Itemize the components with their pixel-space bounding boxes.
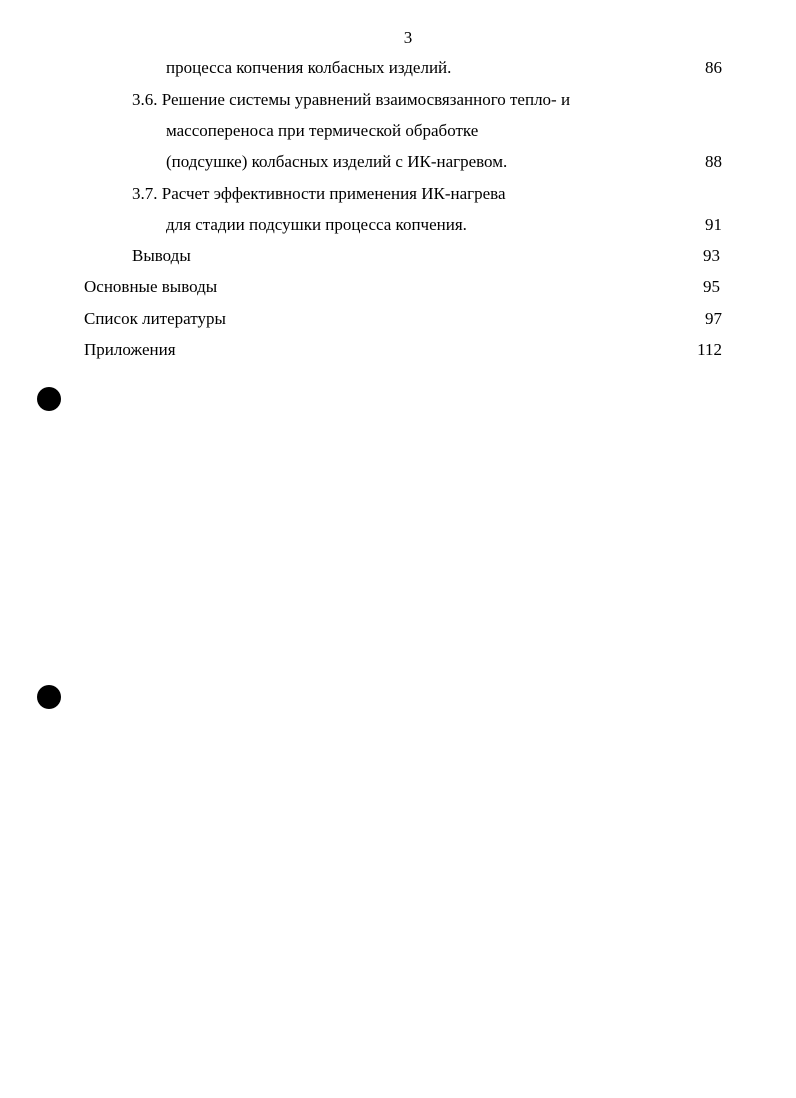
toc-line-text: Список литературы xyxy=(84,309,226,328)
toc-line-text: Основные выводы xyxy=(84,277,218,296)
toc-line-page: 86 xyxy=(705,58,722,77)
toc-line-text: 3.7. Расчет эффективности применения ИК-нагрева xyxy=(132,184,506,203)
toc-line-text: процесса копчения колбасных изделий. xyxy=(166,58,452,77)
toc-line-page: 97 xyxy=(705,309,722,328)
toc-line-text: 3.6. Решение системы уравнений взаимосвязанного тепло- и xyxy=(132,90,571,109)
toc-line-page: 91 xyxy=(705,215,722,234)
toc-line-page: 95 xyxy=(703,277,720,296)
punch-hole-icon xyxy=(37,685,61,709)
toc-line-page: 93 xyxy=(703,246,720,265)
toc-line-text: Приложения xyxy=(84,340,176,359)
punch-hole-icon xyxy=(37,387,61,411)
page-number: 3 xyxy=(403,28,413,47)
toc-line-text: массопереноса при термической обработке xyxy=(166,121,479,140)
toc-line-page: 112 xyxy=(697,340,722,359)
toc-line-text: Выводы xyxy=(132,246,191,265)
toc-line-text: для стадии подсушки процесса копчения. xyxy=(166,215,467,234)
toc-line-page: 88 xyxy=(705,152,722,171)
toc-line-text: (подсушке) колбасных изделий с ИК-нагревом. xyxy=(166,152,508,171)
